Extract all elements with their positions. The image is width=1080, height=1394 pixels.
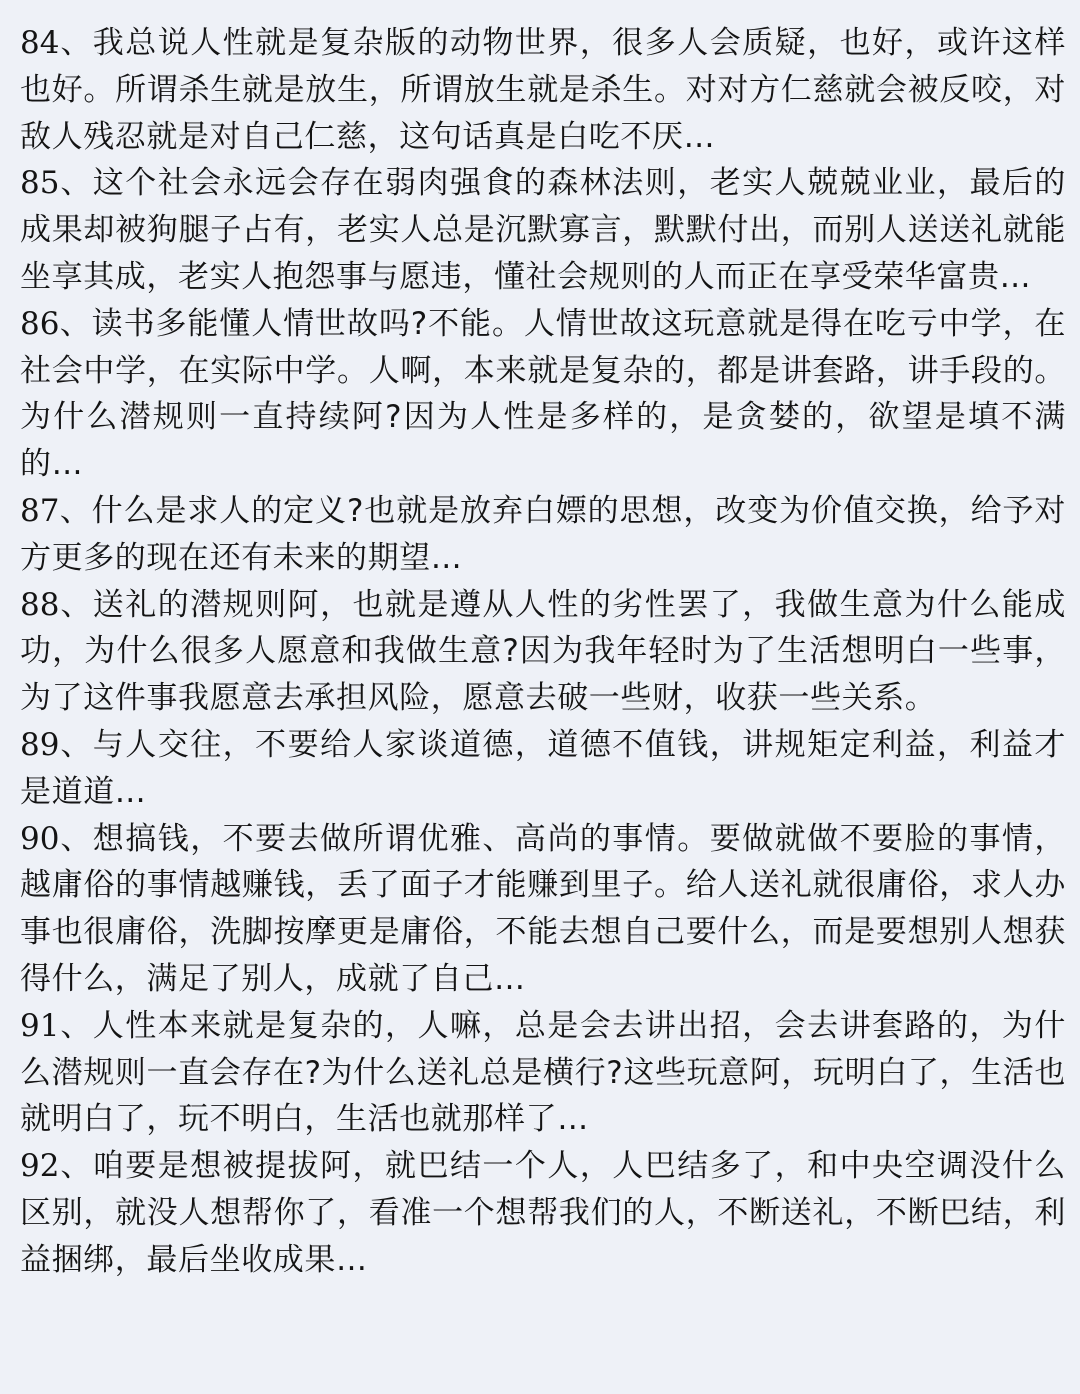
paragraph-number: 86 — [20, 305, 60, 342]
paragraph-number: 85 — [20, 165, 60, 202]
paragraph-text: 、读书多能懂人情世故吗?不能。人情世故这玩意就是得在吃亏中学，在社会中学，在实际中学。人啊，本来就是复杂的，都是讲套路，讲手段的。为什么潜规则一直持续阿?因为人性是多样的，是贪婪的，欲望是填不满的… — [20, 305, 1066, 483]
paragraph-number: 90 — [20, 820, 60, 857]
paragraph-text: 、人性本来就是复杂的，人嘛，总是会去讲出招，会去讲套路的，为什么潜规则一直会存在?为什么送礼总是横行?这些玩意阿，玩明白了，生活也就明白了，玩不明白，生活也就那样了… — [20, 1007, 1066, 1138]
paragraph-number: 88 — [20, 586, 60, 623]
paragraph-85 — [20, 160, 1066, 300]
paragraph-number: 89 — [20, 726, 60, 763]
paragraph-text: 、咱要是想被提拔阿，就巴结一个人，人巴结多了，和中央空调没什么区别，就没人想帮你了，看准一个想帮我们的人，不断送礼，不断巴结，利益捆绑，最后坐收成果… — [20, 1148, 1066, 1278]
paragraph-number: 87 — [20, 492, 60, 529]
paragraph-number: 91 — [20, 1007, 60, 1044]
paragraph-number: 84 — [20, 25, 60, 61]
paragraph-text: 、与人交往，不要给人家谈道德，道德不值钱，讲规矩定利益，利益才是道道… — [20, 726, 1066, 810]
paragraph-text: 、送礼的潜规则阿，也就是遵从人性的劣性罢了，我做生意为什么能成功，为什么很多人愿意和我做生意?因为我年轻时为了生活想明白一些事，为了这件事我愿意去承担风险，愿意去破一些财，收获一些关系。 — [20, 586, 1066, 717]
paragraph-88 — [20, 582, 1066, 722]
paragraph-text: 、这个社会永远会存在弱肉强食的森林法则，老实人兢兢业业，最后的成果却被狗腿子占有，老实人总是沉默寡言，默默付出，而别人送送礼就能坐享其成，老实人抱怨事与愿违，懂社会规则的人而正在享受荣华富贵… — [20, 165, 1066, 295]
paragraph-number: 92 — [20, 1148, 60, 1185]
paragraph-92 — [20, 1143, 1066, 1283]
paragraph-89 — [20, 722, 1066, 816]
paragraph-87 — [20, 488, 1066, 582]
paragraph-text: 、什么是求人的定义?也就是放弃白嫖的思想，改变为价值交换，给予对方更多的现在还有未来的期望… — [20, 492, 1066, 576]
paragraph-84 — [20, 20, 1066, 160]
paragraph-text: 、我总说人性就是复杂版的动物世界，很多人会质疑，也好，或许这样也好。所谓杀生就是放生，所谓放生就是杀生。对对方仁慈就会被反咬，对敌人残忍就是对自己仁慈，这句话真是白吃不厌… — [20, 25, 1066, 155]
paragraph-text: 、想搞钱，不要去做所谓优雅、高尚的事情。要做就做不要脸的事情，越庸俗的事情越赚钱，丢了面子才能赚到里子。给人送礼就很庸俗，求人办事也很庸俗，洗脚按摩更是庸俗，不能去想自己要什么，而是要想别人想获得什么，满足了别人，成就了自己… — [20, 820, 1066, 997]
paragraph-91 — [20, 1003, 1066, 1143]
paragraph-90 — [20, 816, 1066, 1003]
paragraph-86 — [20, 301, 1066, 488]
